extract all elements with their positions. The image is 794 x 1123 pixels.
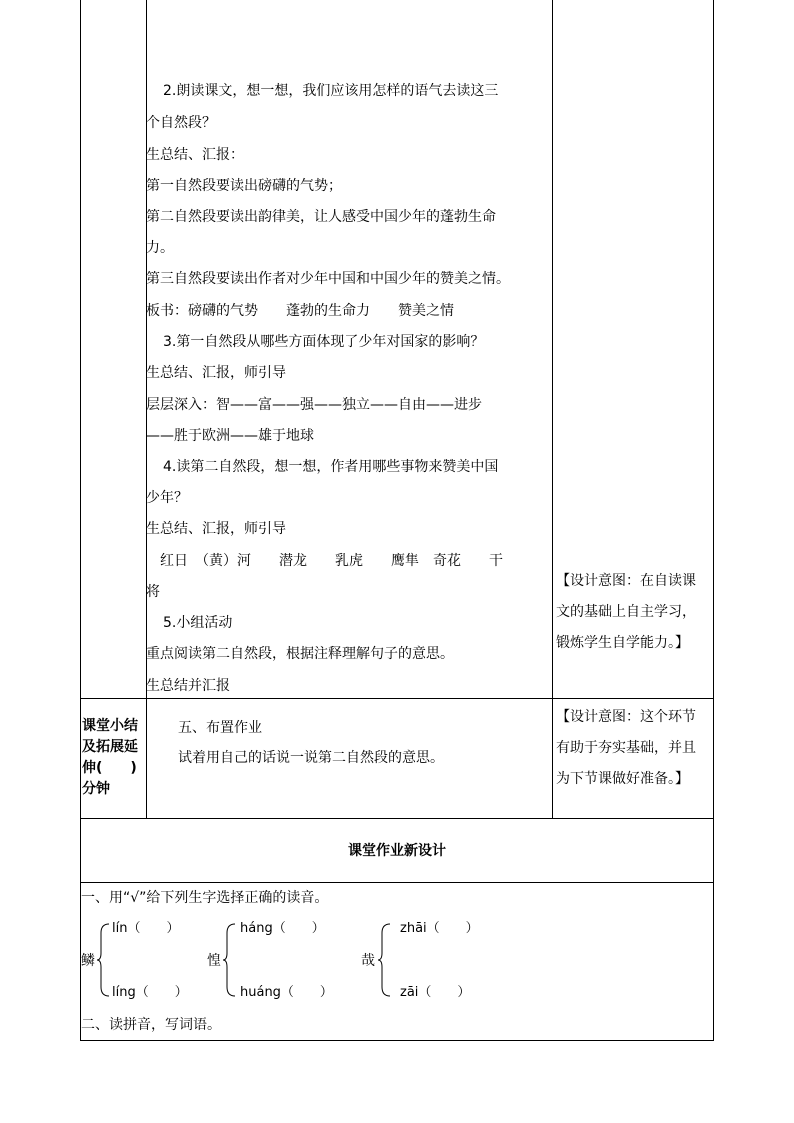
homework-heading: 五、布置作业 xyxy=(164,720,262,736)
design-note-line: 为下节课做好准备。】 xyxy=(556,771,689,787)
pinyin-option-top: zhāi（ ） xyxy=(400,921,479,936)
design-note-2 xyxy=(556,702,716,795)
text-line: 第三自然段要读出作者对少年中国和中国少年的赞美之情。 xyxy=(146,271,510,287)
text-line: 生总结、汇报： xyxy=(146,147,244,163)
column-divider-2 xyxy=(552,0,553,818)
text-line: 重点阅读第二自然段，根据注释理解句子的意思。 xyxy=(146,646,454,662)
label-line: 课堂小结 xyxy=(82,718,138,734)
text-line: 第二自然段要读出韵律美，让人感受中国少年的蓬勃生命 xyxy=(146,209,496,225)
table-border-left xyxy=(80,0,81,1040)
row-divider-2 xyxy=(80,818,714,819)
text-line: 生总结、汇报，师引导 xyxy=(146,365,286,381)
character-huang: 惶 xyxy=(207,953,221,969)
text-line: 层层深入：智——富——强——独立——自由——进步 xyxy=(146,397,482,413)
text-line: 红日 （黄）河 潜龙 乳虎 鹰隼 奇花 干 xyxy=(146,553,503,569)
homework-task: 试着用自己的话说一说第二自然段的意思。 xyxy=(164,750,444,766)
label-line: 伸( ) xyxy=(82,760,137,776)
design-note-1 xyxy=(556,566,716,659)
pinyin-option-bottom: líng（ ） xyxy=(112,985,188,1000)
text-line: 生总结、汇报，师引导 xyxy=(146,521,286,537)
text-line: 2.朗读课文，想一想，我们应该用怎样的语气去读这三 xyxy=(149,83,499,99)
text-line: 少年？ xyxy=(146,490,188,506)
text-line: ——胜于欧洲——雄于地球 xyxy=(146,428,314,444)
character-lin: 鳞 xyxy=(81,953,95,969)
pinyin-option-top: lín（ ） xyxy=(112,921,180,936)
pinyin-option-bottom: huáng（ ） xyxy=(240,985,333,1000)
text-line: 3.第一自然段从哪些方面体现了少年对国家的影响？ xyxy=(149,334,485,350)
text-line: 5.小组活动 xyxy=(149,615,233,631)
design-note-line: 【设计意图：在自读课 xyxy=(556,573,696,589)
character-zai: 哉 xyxy=(361,953,375,969)
text-line: 将 xyxy=(146,584,160,600)
text-line: 第一自然段要读出磅礴的气势； xyxy=(146,178,342,194)
text-line: 生总结并汇报 xyxy=(146,678,230,694)
question-1: 一、用“√”给下列生字选择正确的读音。 xyxy=(81,890,329,906)
design-note-line: 文的基础上自主学习， xyxy=(556,604,696,620)
design-note-line: 锻炼学生自学能力。】 xyxy=(556,635,689,651)
label-line: 分钟 xyxy=(82,781,110,797)
question-2: 二、读拼音，写词语。 xyxy=(81,1017,221,1033)
brace-icon xyxy=(222,923,236,997)
table-border-right xyxy=(713,0,714,1040)
text-line: 力。 xyxy=(146,240,174,256)
brace-icon xyxy=(377,923,391,997)
table-border-bottom xyxy=(80,1040,714,1041)
text-line: 个自然段？ xyxy=(146,115,216,131)
pinyin-option-bottom: zāi（ ） xyxy=(400,985,471,1000)
brace-icon xyxy=(96,923,110,997)
pinyin-option-top: háng（ ） xyxy=(240,921,325,936)
design-note-line: 【设计意图：这个环节 xyxy=(556,709,696,725)
homework-title: 课堂作业新设计 xyxy=(348,843,446,859)
text-line: 板书：磅礴的气势 蓬勃的生命力 赞美之情 xyxy=(146,303,454,319)
row-divider-1 xyxy=(80,698,714,699)
text-line: 4.读第二自然段，想一想，作者用哪些事物来赞美中国 xyxy=(149,459,499,475)
design-note-line: 有助于夯实基础，并且 xyxy=(556,740,696,756)
lesson-summary-label xyxy=(82,716,146,800)
row-divider-3 xyxy=(80,882,714,883)
label-line: 及拓展延 xyxy=(82,739,138,755)
